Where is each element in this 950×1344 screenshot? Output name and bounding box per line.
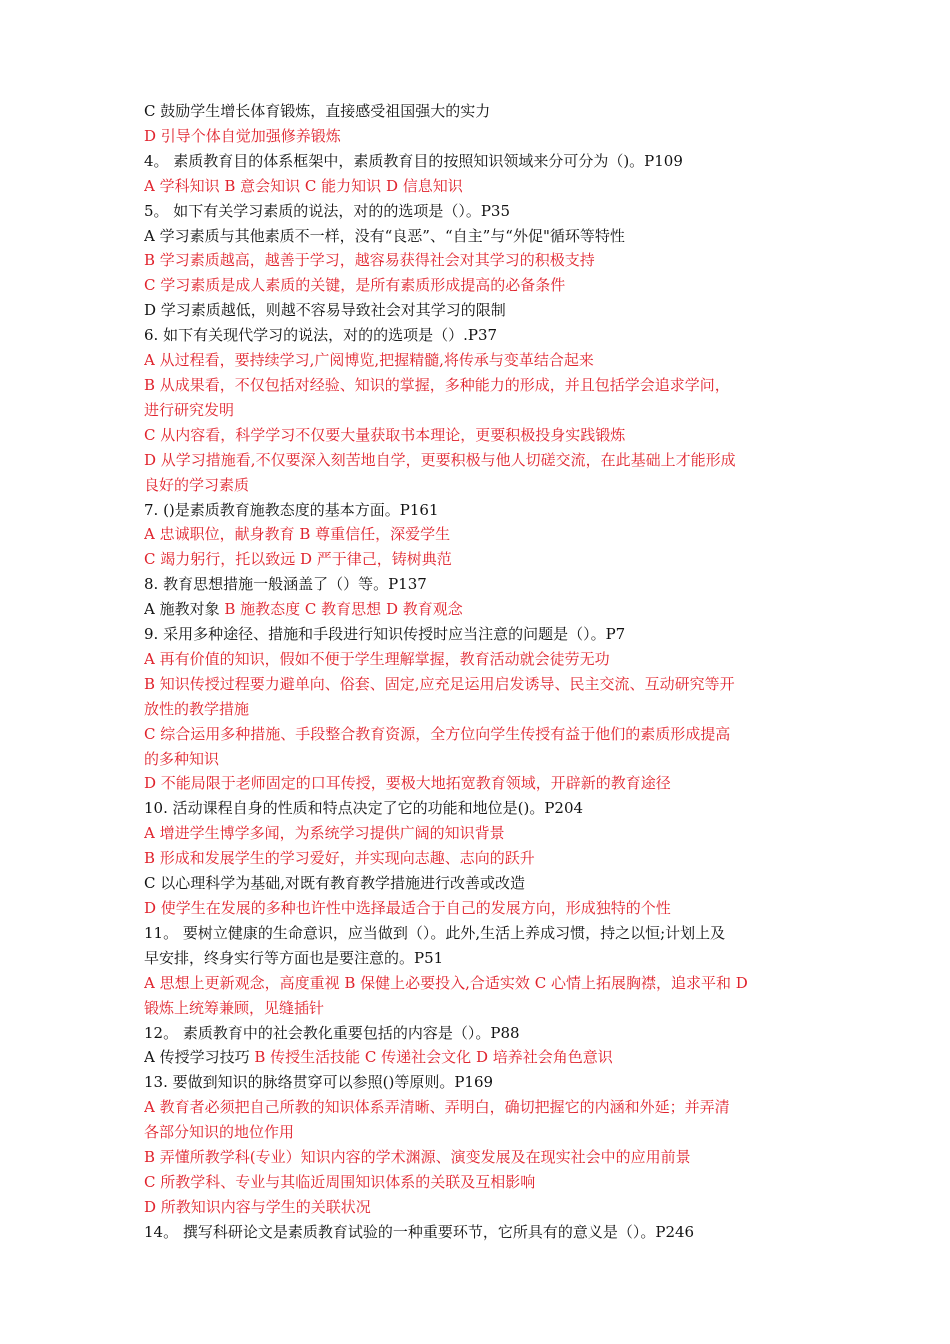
text-line: 6. 如下有关现代学习的说法，对的的选项是（）.P37 bbox=[144, 326, 498, 345]
text-line: D 所教知识内容与学生的关联状况 bbox=[144, 1197, 371, 1216]
text-line: B 知识传授过程要力避单向、俗套、固定,应充足运用启发诱导、民主交流、互动研究等开 bbox=[144, 674, 735, 693]
text-line: 8. 教育思想措施一般涵盖了（）等。P137 bbox=[144, 575, 427, 594]
text-line: 早安排，终身实行等方面也是要注意的。P51 bbox=[144, 948, 444, 967]
text-line: B 弄懂所教学科(专业）知识内容的学术渊源、演变发展及在现实社会中的应用前景 bbox=[144, 1148, 691, 1167]
text-segment: B 施教态度 C 教育思想 D 教育观念 bbox=[224, 600, 463, 619]
text-line: C 从内容看，科学学习不仅要大量获取书本理论，更要积极投身实践锻炼 bbox=[144, 425, 626, 444]
text-line: A 忠诚职位，献身教育 B 尊重信任，深爱学生 bbox=[144, 525, 451, 544]
text-line: 锻炼上统筹兼顾，见缝插针 bbox=[144, 998, 325, 1017]
text-line: A 增进学生博学多闻，为系统学习提供广阔的知识背景 bbox=[144, 824, 505, 843]
text-line: A 学科知识 B 意会知识 C 能力知识 D 信息知识 bbox=[144, 176, 463, 195]
text-line: A 学习素质与其他素质不一样，没有“良恶”、“自主”与“外促"循环等特性 bbox=[144, 226, 625, 245]
text-line: C 以心理科学为基础,对既有教育教学措施进行改善或改造 bbox=[144, 874, 526, 893]
text-line bbox=[144, 597, 814, 622]
text-line: C 综合运用多种措施、手段整合教育资源，全方位向学生传授有益于他们的素质形成提高 bbox=[144, 724, 731, 743]
text-line: D 学习素质越低，则越不容易导致社会对其学习的限制 bbox=[144, 301, 506, 320]
text-line: 的多种知识 bbox=[144, 749, 220, 768]
text-line: 13. 要做到知识的脉络贯穿可以参照()等原则。P169 bbox=[144, 1073, 494, 1092]
text-line: A 思想上更新观念，高度重视 B 保健上必要投入,合适实效 C 心情上拓展胸襟，追求平和 D bbox=[144, 973, 748, 992]
text-line: C 学习素质是成人素质的关键，是所有素质形成提高的必备条件 bbox=[144, 276, 566, 295]
document-page bbox=[144, 99, 814, 1245]
text-line: 9. 采用多种途径、措施和手段进行知识传授时应当注意的问题是（）。P7 bbox=[144, 625, 626, 644]
text-line: C 竭力躬行，托以致远 D 严于律己，铸树典范 bbox=[144, 550, 452, 569]
text-line: 各部分知识的地位作用 bbox=[144, 1123, 295, 1142]
text-line: 11。 要树立健康的生命意识，应当做到（）。此外,生活上养成习惯，持之以恒;计划上及 bbox=[144, 923, 726, 942]
text-line: A 再有价值的知识，假如不便于学生理解掌握，教育活动就会徒劳无功 bbox=[144, 649, 610, 668]
text-line: 10. 活动课程自身的性质和特点决定了它的功能和地位是()。P204 bbox=[144, 799, 584, 818]
text-line: A 从过程看，要持续学习,广阅博览,把握精髓,将传承与变革结合起来 bbox=[144, 351, 594, 370]
text-segment: A 施教对象 bbox=[144, 600, 225, 619]
text-line: B 从成果看，不仅包括对经验、知识的掌握，多种能力的形成，并且包括学会追求学问， bbox=[144, 375, 730, 394]
text-line: A 教育者必须把自己所教的知识体系弄清晰、弄明白，确切把握它的内涵和外延；并弄清 bbox=[144, 1098, 730, 1117]
text-line: 放性的教学措施 bbox=[144, 699, 250, 718]
text-line: 14。 撰写科研论文是素质教育试验的一种重要环节，它所具有的意义是（）。P246 bbox=[144, 1222, 695, 1241]
text-line: 4。 素质教育目的体系框架中，素质教育目的按照知识领域来分可分为（)。P109 bbox=[144, 151, 683, 170]
text-line: B 学习素质越高，越善于学习，越容易获得社会对其学习的积极支持 bbox=[144, 251, 595, 270]
text-line: 5。 如下有关学习素质的说法，对的的选项是（）。P35 bbox=[144, 201, 510, 220]
text-line: B 形成和发展学生的学习爱好，并实现向志趣、志向的跃升 bbox=[144, 849, 535, 868]
text-line: 7. ()是素质教育施教态度的基本方面。P161 bbox=[144, 500, 439, 519]
text-line: D 从学习措施看,不仅要深入刻苦地自学，更要积极与他人切磋交流，在此基础上才能形成 bbox=[144, 450, 736, 469]
text-line: D 不能局限于老师固定的口耳传授，要极大地拓宽教育领域，开辟新的教育途径 bbox=[144, 774, 671, 793]
text-line: 进行研究发明 bbox=[144, 400, 235, 419]
text-line: D 使学生在发展的多种也许性中选择最适合于自己的发展方向，形成独特的个性 bbox=[144, 899, 671, 917]
text-line: 12。 素质教育中的社会教化重要包括的内容是（）。P88 bbox=[144, 1023, 520, 1042]
text-segment: B 传授生活技能 C 传递社会文化 D 培养社会角色意识 bbox=[254, 1048, 613, 1067]
text-line: C 鼓励学生增长体育锻炼，直接感受祖国强大的实力 bbox=[144, 102, 491, 120]
text-line: C 所教学科、专业与其临近周围知识体系的关联及互相影响 bbox=[144, 1172, 536, 1191]
text-line: D 引导个体自觉加强修养锻炼 bbox=[144, 126, 341, 145]
text-line bbox=[144, 1045, 814, 1070]
text-segment: A 传授学习技巧 bbox=[144, 1048, 255, 1067]
text-line: 良好的学习素质 bbox=[144, 475, 250, 494]
